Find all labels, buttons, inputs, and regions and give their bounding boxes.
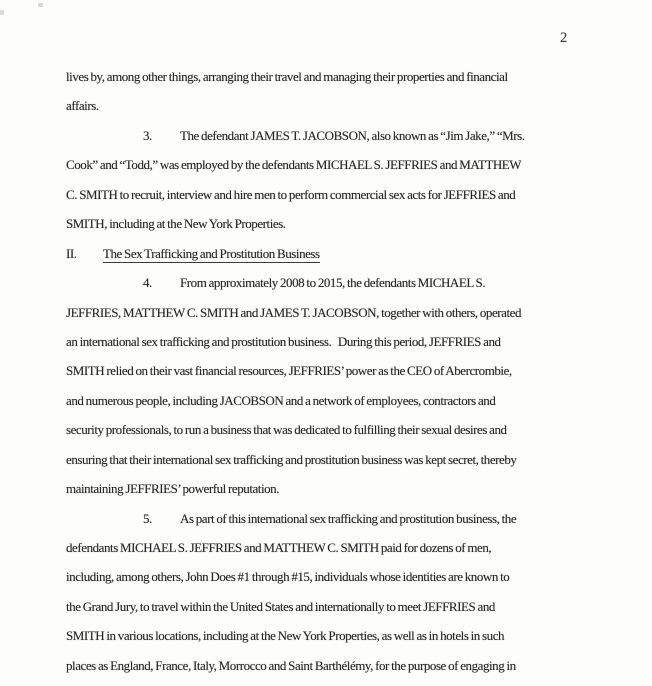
line-text: lives by, among other things, arranging their travel and managing their properties and financial — [66, 69, 508, 84]
page-number: 2 — [560, 30, 568, 46]
document-line — [66, 62, 626, 91]
document-line — [66, 415, 626, 444]
line-text: SMITH in various locations, including at the New York Properties, as well as in hotels in such — [66, 628, 505, 644]
scan-artifact — [38, 3, 43, 7]
line-text: places as England, France, Italy, Morrocco and Saint Barthélémy, for the purpose of engaging in — [66, 657, 516, 673]
paragraph-number: 5. — [143, 510, 152, 526]
line-text: including, among others, John Does #1 through #15, individuals whose identities are known to — [66, 569, 510, 585]
line-text: The Sex Trafficking and Prostitution Business — [103, 245, 320, 261]
line-text: SMITH, including at the New York Properties. — [66, 216, 286, 232]
document-body — [66, 62, 626, 680]
line-text: security professionals, to run a business that was dedicated to fulfilling their sexual desires and — [66, 422, 507, 438]
line-text: As part of this international sex trafficking and prostitution business, the — [180, 510, 517, 526]
line-text: From approximately 2008 to 2015, the defendants MICHAEL S. — [180, 275, 486, 291]
line-text: ensuring that their international sex trafficking and prostitution business was kept secret, thereby — [66, 451, 517, 467]
line-text: Cook” and “Todd,” was employed by the defendants MICHAEL S. JEFFRIES and MATTHEW — [66, 157, 522, 173]
document-line — [66, 562, 626, 591]
line-text: The defendant JAMES T. JACOBSON, also known as “Jim Jake,” “Mrs. — [180, 127, 525, 143]
document-line — [66, 180, 626, 209]
document-line — [66, 651, 626, 680]
document-line — [66, 91, 626, 120]
document-line — [66, 150, 626, 179]
document-line — [66, 445, 626, 474]
document-line — [66, 298, 626, 327]
section-heading-line — [66, 239, 626, 268]
document-line — [66, 474, 626, 503]
document-line — [66, 356, 626, 385]
document-line — [66, 327, 626, 356]
line-text: JEFFRIES, MATTHEW C. SMITH and JAMES T. JACOBSON, together with others, operated — [66, 304, 521, 320]
line-text: C. SMITH to recruit, interview and hire men to perform commercial sex acts for JEFFRIES and — [66, 186, 516, 202]
paragraph-number: II. — [66, 245, 77, 261]
document-line — [66, 621, 626, 650]
line-text: an international sex trafficking and prostitution business. During this period, JEFFRIES and — [66, 333, 501, 349]
line-text: the Grand Jury, to travel within the United States and internationally to meet JEFFRIES and — [66, 598, 495, 614]
line-text: defendants MICHAEL S. JEFFRIES and MATTHEW C. SMITH paid for dozens of men, — [66, 540, 492, 555]
line-text: affairs. — [66, 98, 99, 114]
document-line — [66, 121, 626, 150]
document-line — [66, 386, 626, 415]
paragraph-number: 3. — [143, 127, 152, 143]
line-text: maintaining JEFFRIES’ powerful reputation. — [66, 481, 280, 497]
line-text: SMITH relied on their vast financial resources, JEFFRIES’ power as the CEO of Abercrombie, — [66, 363, 512, 379]
paragraph-number: 4. — [143, 275, 152, 291]
document-line — [66, 504, 626, 533]
line-text: and numerous people, including JACOBSON and a network of employees, contractors and — [66, 392, 496, 408]
document-line — [66, 533, 626, 562]
document-line — [66, 268, 626, 297]
document-line — [66, 592, 626, 621]
scan-artifact — [0, 10, 4, 15]
document-line — [66, 209, 626, 238]
